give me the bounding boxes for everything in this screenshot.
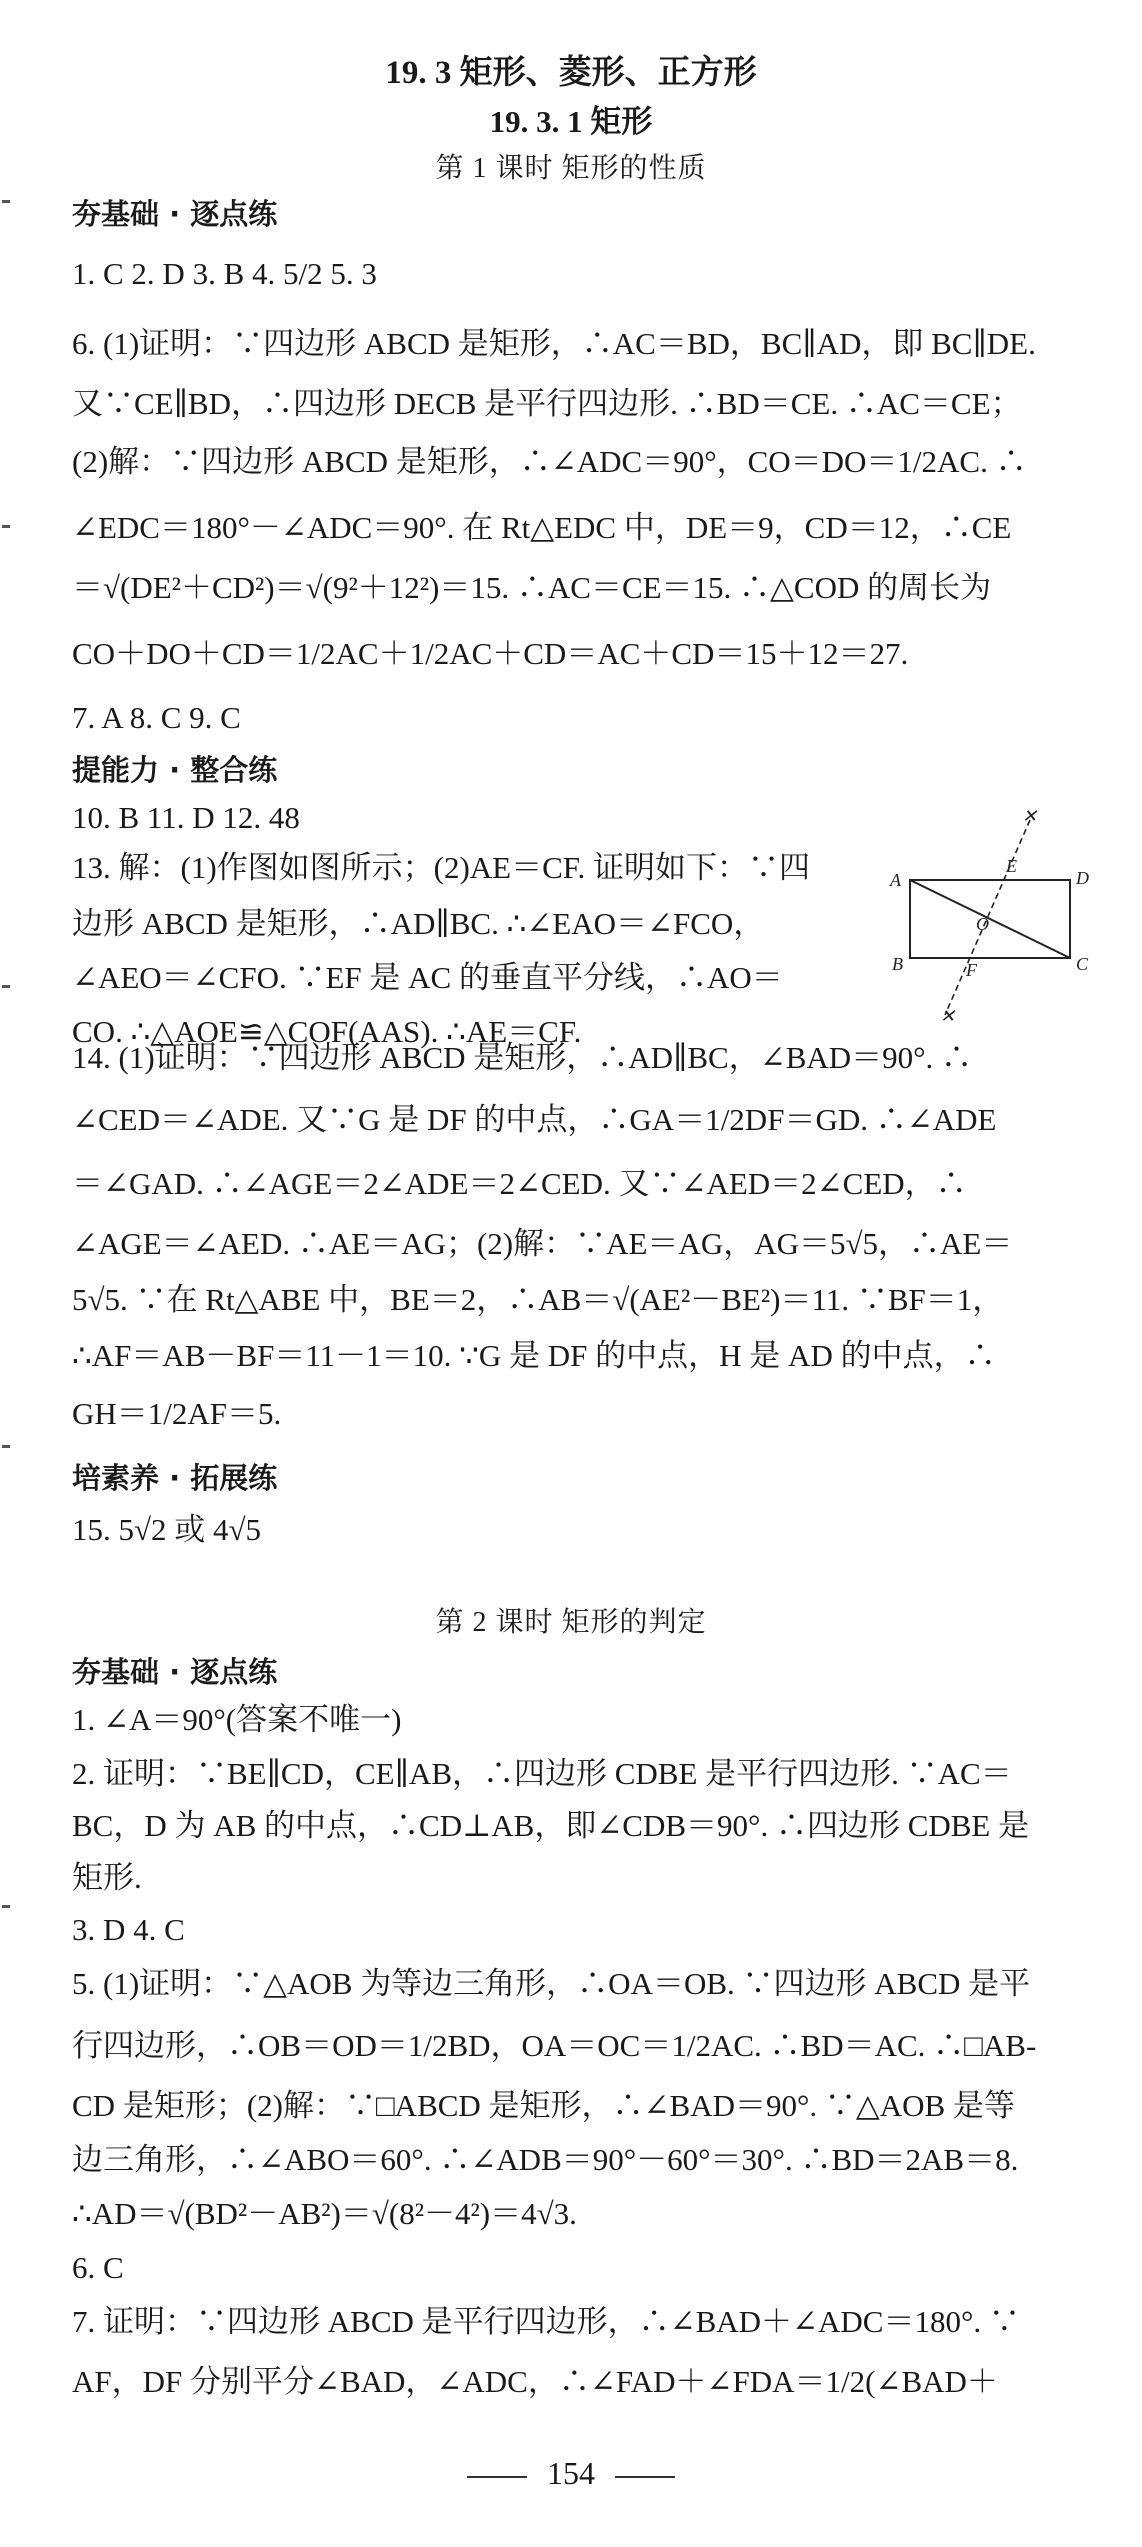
section-title: 19. 3 矩形、菱形、正方形 [385,55,757,91]
binding-mark [2,525,10,528]
answer-line: 14. (1)证明：∵四边形 ABCD 是矩形，∴AD∥BC，∠BAD＝90°. ∴ [72,1040,973,1075]
label-f: F [966,960,977,980]
answer-line: (2)解：∵四边形 ABCD 是矩形，∴∠ADC＝90°，CO＝DO＝1/2AC. ∴ [72,444,1027,479]
binding-mark [2,985,10,988]
page-footer [0,2455,1142,2492]
answer-line: 矩形. [72,1860,142,1895]
answer-line: ∠AGE＝∠AED. ∴AE＝AG；(2)解：∵AE＝AG，AG＝5√5，∴AE＝ [72,1226,1013,1261]
label-d: D [1076,868,1089,888]
answer-line: ＝√(DE²＋CD²)＝√(9²＋12²)＝15. ∴AC＝CE＝15. ∴△COD 的周长为 [72,570,992,605]
answer-line: 5. (1)证明：∵△AOB 为等边三角形，∴OA＝OB. ∵四边形 ABCD 是平 [72,1966,1031,2001]
answer-line: 3. D 4. C [72,1912,185,1947]
answer-line: 又∵CE∥BD，∴四边形 DECB 是平行四边形. ∴BD＝CE. ∴AC＝CE； [72,386,1022,421]
answer-line: BC，D 为 AB 的中点，∴CD⊥AB，即∠CDB＝90°. ∴四边形 CDBE 是 [72,1808,1030,1843]
answer-line: AF，DF 分别平分∠BAD，∠ADC，∴∠FAD＋∠FDA＝1/2(∠BAD＋ [72,2364,998,2399]
answer-line: CO. ∴△AOE≌△COF(AAS). ∴AE＝CF. [72,1014,582,1049]
answer-line: 15. 5√2 或 4√5 [72,1512,262,1547]
answer-line: 2. 证明：∵BE∥CD，CE∥AB，∴四边形 CDBE 是平行四边形. ∵AC＝ [72,1756,1012,1791]
answer-line: 边形 ABCD 是矩形，∴AD∥BC. ∴∠EAO＝∠FCO， [72,906,765,941]
label-b: B [892,954,903,974]
answer-line: ∠EDC＝180°－∠ADC＝90°. 在 Rt△EDC 中，DE＝9，CD＝12，∴CE [72,510,1012,545]
answer-line: 1. C 2. D 3. B 4. 5/2 5. 3 [72,256,377,291]
footer-dash-left [467,2476,527,2478]
answer-line: CO＋DO＋CD＝1/2AC＋1/2AC＋CD＝AC＋CD＝15＋12＝27. [72,636,909,671]
answer-line: 5√5. ∵在 Rt△ABE 中，BE＝2，∴AB＝√(AE²－BE²)＝11. ∵BF＝1， [72,1282,1004,1317]
arc-mark-bottom: ✕ [940,1006,956,1026]
binding-mark [2,1445,10,1448]
subsection-title: 19. 3. 1 矩形 [489,104,653,139]
binding-mark [2,200,10,203]
answer-line: 行四边形，∴OB＝OD＝1/2BD，OA＝OC＝1/2AC. ∴BD＝AC. ∴□AB- [72,2028,1037,2063]
section-head-basic-1: 夯基础 · 逐点练 [72,197,278,231]
answer-line: 10. B 11. D 12. 48 [72,800,300,835]
answer-line: ∴AD＝√(BD²－AB²)＝√(8²－4²)＝4√3. [72,2196,577,2231]
answer-line: ∠CED＝∠ADE. 又∵G 是 DF 的中点，∴GA＝1/2DF＝GD. ∴∠ADE [72,1102,997,1137]
binding-mark [2,1905,10,1908]
page-number: 154 [547,2455,595,2491]
section-head-ability: 提能力 · 整合练 [72,753,278,787]
answer-line: CD 是矩形；(2)解：∵□ABCD 是矩形，∴∠BAD＝90°. ∵△AOB 是等 [72,2088,1015,2123]
answer-line: 6. C [72,2250,124,2285]
answer-line: 1. ∠A＝90°(答案不唯一) [72,1702,402,1737]
answer-line: 7. A 8. C 9. C [72,700,241,735]
label-e: E [1006,856,1017,876]
answer-line: 6. (1)证明：∵四边形 ABCD 是矩形，∴AC＝BD，BC∥AD，即 BC∥DE. [72,326,1036,361]
answer-line: 边三角形，∴∠ABO＝60°. ∴∠ADB＝90°－60°＝30°. ∴BD＝2AB＝8. [72,2142,1019,2177]
answer-line: GH＝1/2AF＝5. [72,1396,282,1431]
lesson-title-2: 第 2 课时 矩形的判定 [435,1607,707,1638]
section-head-basic-2: 夯基础 · 逐点练 [72,1655,278,1689]
answer-line: ∴AF＝AB－BF＝11－1＝10. ∵G 是 DF 的中点，H 是 AD 的中点，∴ [72,1338,996,1373]
diagonal-ac [910,880,1070,958]
answer-line: 13. 解：(1)作图如图所示；(2)AE＝CF. 证明如下：∵四 [72,850,811,885]
lesson-title-1: 第 1 课时 矩形的性质 [435,153,707,184]
section-head-literacy: 培素养 · 拓展练 [72,1461,278,1495]
answer-line: ∠AEO＝∠CFO. ∵EF 是 AC 的垂直平分线，∴AO＝ [72,960,783,995]
footer-dash-right [615,2476,675,2478]
label-a: A [890,870,901,890]
arc-mark-top: ✕ [1022,810,1038,826]
label-c: C [1076,954,1089,974]
answer-line: ＝∠GAD. ∴∠AGE＝2∠ADE＝2∠CED. 又∵∠AED＝2∠CED，∴ [72,1166,967,1201]
label-o: O [976,914,989,934]
rectangle-figure [880,810,1120,1030]
answer-line: 7. 证明：∵四边形 ABCD 是平行四边形，∴∠BAD＋∠ADC＝180°. ∵ [72,2304,1020,2339]
